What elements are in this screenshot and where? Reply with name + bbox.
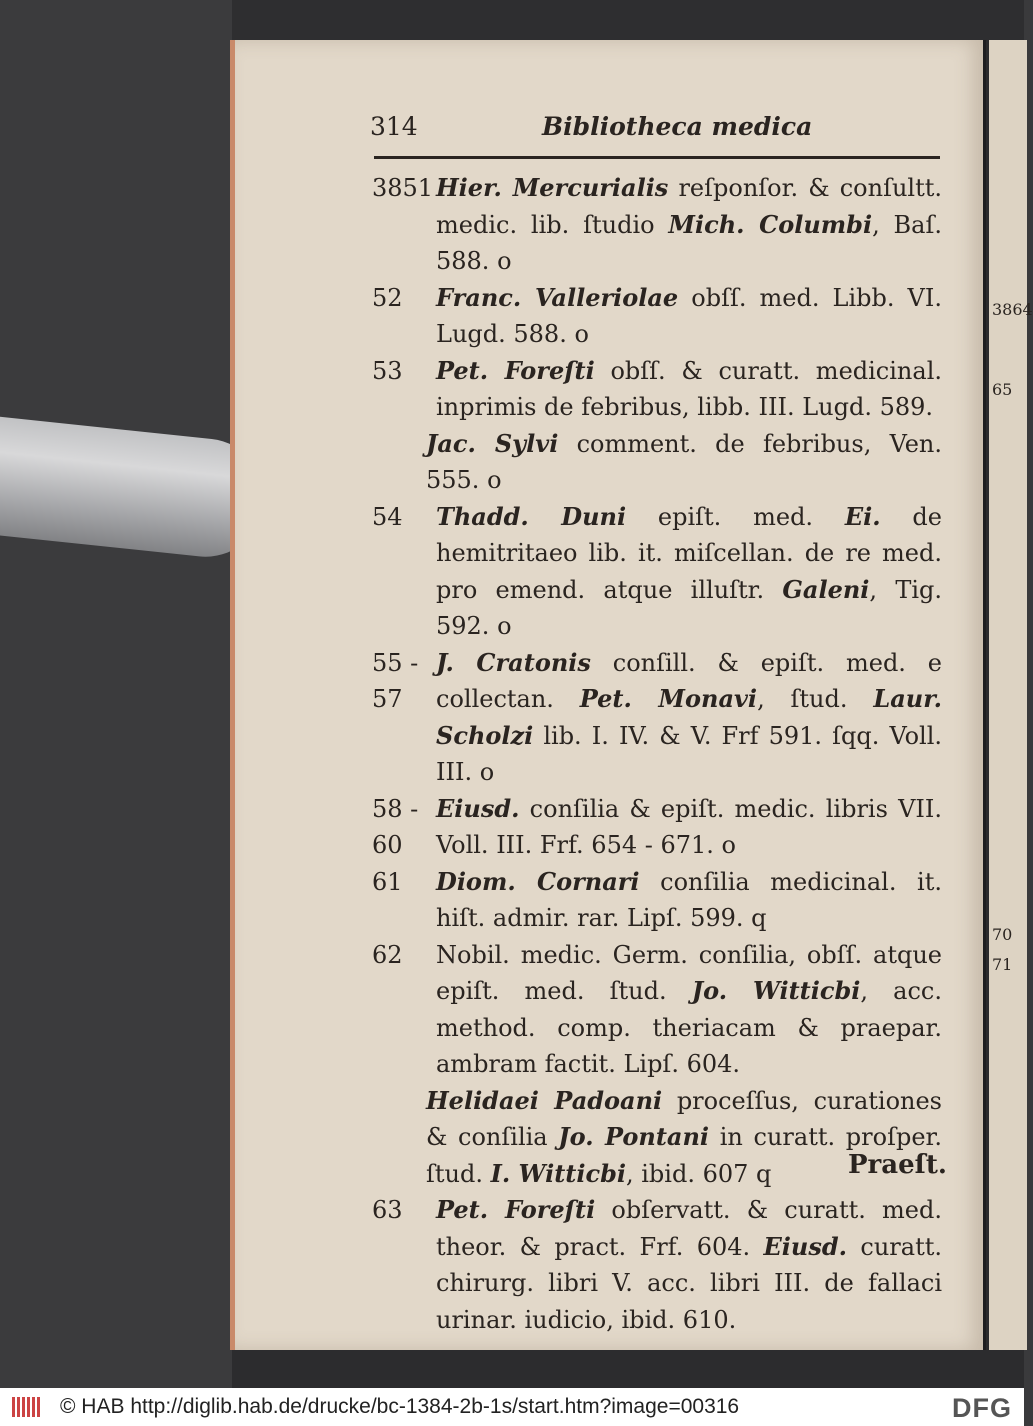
entry-text — [436, 499, 942, 645]
entry-author: Laur. Scholzi — [436, 684, 942, 750]
adjacent-page — [986, 40, 1027, 1350]
entry-author: Thadd. Duni — [436, 501, 627, 531]
bottom-cloth — [232, 1350, 1024, 1388]
entry-author: Eiusd. — [436, 793, 520, 823]
page-number: 314 — [370, 112, 418, 141]
entry-author: Galeni — [782, 574, 870, 604]
entry-author: Helidaei Padoani — [426, 1085, 663, 1115]
hab-logo-icon — [12, 1397, 46, 1417]
entry-text — [436, 280, 942, 353]
entry-number: 55 - 57 — [372, 648, 419, 713]
entry-author: Hier. Mercurialis — [436, 173, 669, 202]
entry-number: 54 — [372, 502, 403, 531]
entry-author: Pet. Monavi — [579, 684, 758, 713]
entry-author: J. Cratonis — [436, 647, 591, 677]
entry-text — [436, 1192, 942, 1338]
entry-segment: obſſ. & curatt. medicinal. inprimis de febribus, libb. III. Lugd. 589. — [436, 356, 942, 421]
entry-number: 61 — [372, 867, 403, 896]
entry-segment: reſponſor. & conſultt. medic. lib. ſtudio — [436, 174, 942, 239]
dark-background — [0, 0, 232, 1388]
entry-text — [436, 353, 942, 426]
catalog-entry — [372, 353, 942, 426]
entry-author: Pet. Foreſti — [436, 355, 595, 385]
entry-author: Ei. — [844, 501, 881, 531]
entry-author: Jac. Sylvi — [426, 428, 559, 458]
entry-segment: , Tig. 592. o — [436, 575, 942, 640]
entry-number: 53 — [372, 356, 403, 385]
entry-author: Pet. Foreſti — [436, 1195, 596, 1224]
entry-author: Franc. Valleriolae — [436, 282, 679, 312]
entry-segment: obſſ. med. Libb. VI. Lugd. 588. o — [436, 283, 943, 348]
entry-segment: conſilia medicinal. it. hiſt. admir. rar. Lipſ. 599. q — [436, 867, 943, 932]
catchword: Praeſt. — [848, 1150, 947, 1180]
dfg-logo: DFG — [952, 1393, 1012, 1423]
entry-number: 52 — [372, 283, 403, 312]
entry-segment: Nobil. medic. Germ. conſilia, obſſ. atque epiſt. med. ſtud. — [436, 940, 942, 1005]
catalog-entry — [372, 864, 942, 937]
entry-segment: de hemitritaeo lib. it. miſcellan. de re med. pro emend. atque illuſtr. — [436, 502, 942, 604]
catalog-entry — [372, 645, 942, 791]
entry-author: Jo. Pontani — [558, 1122, 710, 1151]
entry-author: Jo. Witticbi — [691, 976, 861, 1005]
viewer-footer — [0, 1388, 1024, 1426]
entry-author: Diom. Cornari — [436, 866, 640, 896]
entry-text — [426, 426, 942, 499]
entry-segment: conſill. & epiſt. med. e collectan. — [436, 648, 943, 713]
catalog-entry — [372, 170, 942, 280]
entry-segment: proceſſus, curationes & conſilia — [426, 1086, 942, 1151]
entry-author: Eiusd. — [763, 1231, 848, 1261]
entry-number: 58 - 60 — [372, 794, 419, 859]
entry-number: 63 — [372, 1196, 403, 1224]
entry-segment: , ibid. 607 q — [626, 1159, 772, 1188]
entry-segment: epiſt. med. — [626, 502, 845, 531]
entry-segment: , acc. method. comp. theriacam & praepar. ambram factit. Lipſ. 604. — [436, 977, 943, 1078]
catalog-entry — [372, 280, 942, 353]
header-rule — [374, 156, 940, 159]
page-header — [370, 112, 940, 152]
entry-segment: lib. I. IV. & V. Frf 591. ſqq. Voll. III. o — [436, 721, 942, 786]
entry-segment: obſervatt. & curatt. med. theor. & pract. Frf. 604. — [436, 1196, 942, 1261]
catalog-entry — [372, 499, 942, 645]
entry-segment: in curatt. proſper. ſtud. — [426, 1123, 942, 1188]
entry-author: Mich. Columbi — [668, 209, 873, 239]
catalog-entry — [372, 426, 942, 499]
catalog-entry — [372, 937, 942, 1083]
adjacent-page-number: 65 — [992, 380, 1013, 399]
entry-segment: comment. de febribus, Ven. 555. o — [426, 429, 943, 494]
source-url[interactable]: © HAB http://diglib.hab.de/drucke/bc-1384-2b-1s/start.htm?image=00316 — [60, 1395, 740, 1418]
adjacent-page-number: 3864 — [992, 300, 1033, 319]
catalog-entry — [372, 791, 942, 864]
entry-text — [436, 791, 942, 864]
adjacent-page-number: 70 — [992, 925, 1013, 944]
entry-text — [436, 937, 942, 1083]
catalog-entry — [372, 1192, 942, 1338]
entry-segment: , ſtud. — [757, 685, 874, 713]
entry-number: 62 — [372, 940, 403, 969]
entry-text — [436, 645, 942, 791]
entry-author: I. Witticbi — [490, 1158, 626, 1188]
entry-segment: , Baſ. 588. o — [436, 210, 942, 275]
entry-segment: curatt. chirurg. libri V. acc. libri III. de fallaci urinar. iudicio, ibid. 610. — [436, 1232, 942, 1334]
running-title: Bibliotheca medica — [542, 112, 813, 141]
adjacent-page-number: 71 — [992, 955, 1013, 974]
entry-text — [436, 170, 942, 280]
entry-number: 3851 — [372, 174, 434, 202]
top-cloth — [232, 0, 1024, 40]
entry-text — [436, 864, 942, 937]
entry-segment: conſilia & epiſt. medic. libris VII. Voll. III. Frf. 654 - 671. o — [436, 794, 942, 859]
